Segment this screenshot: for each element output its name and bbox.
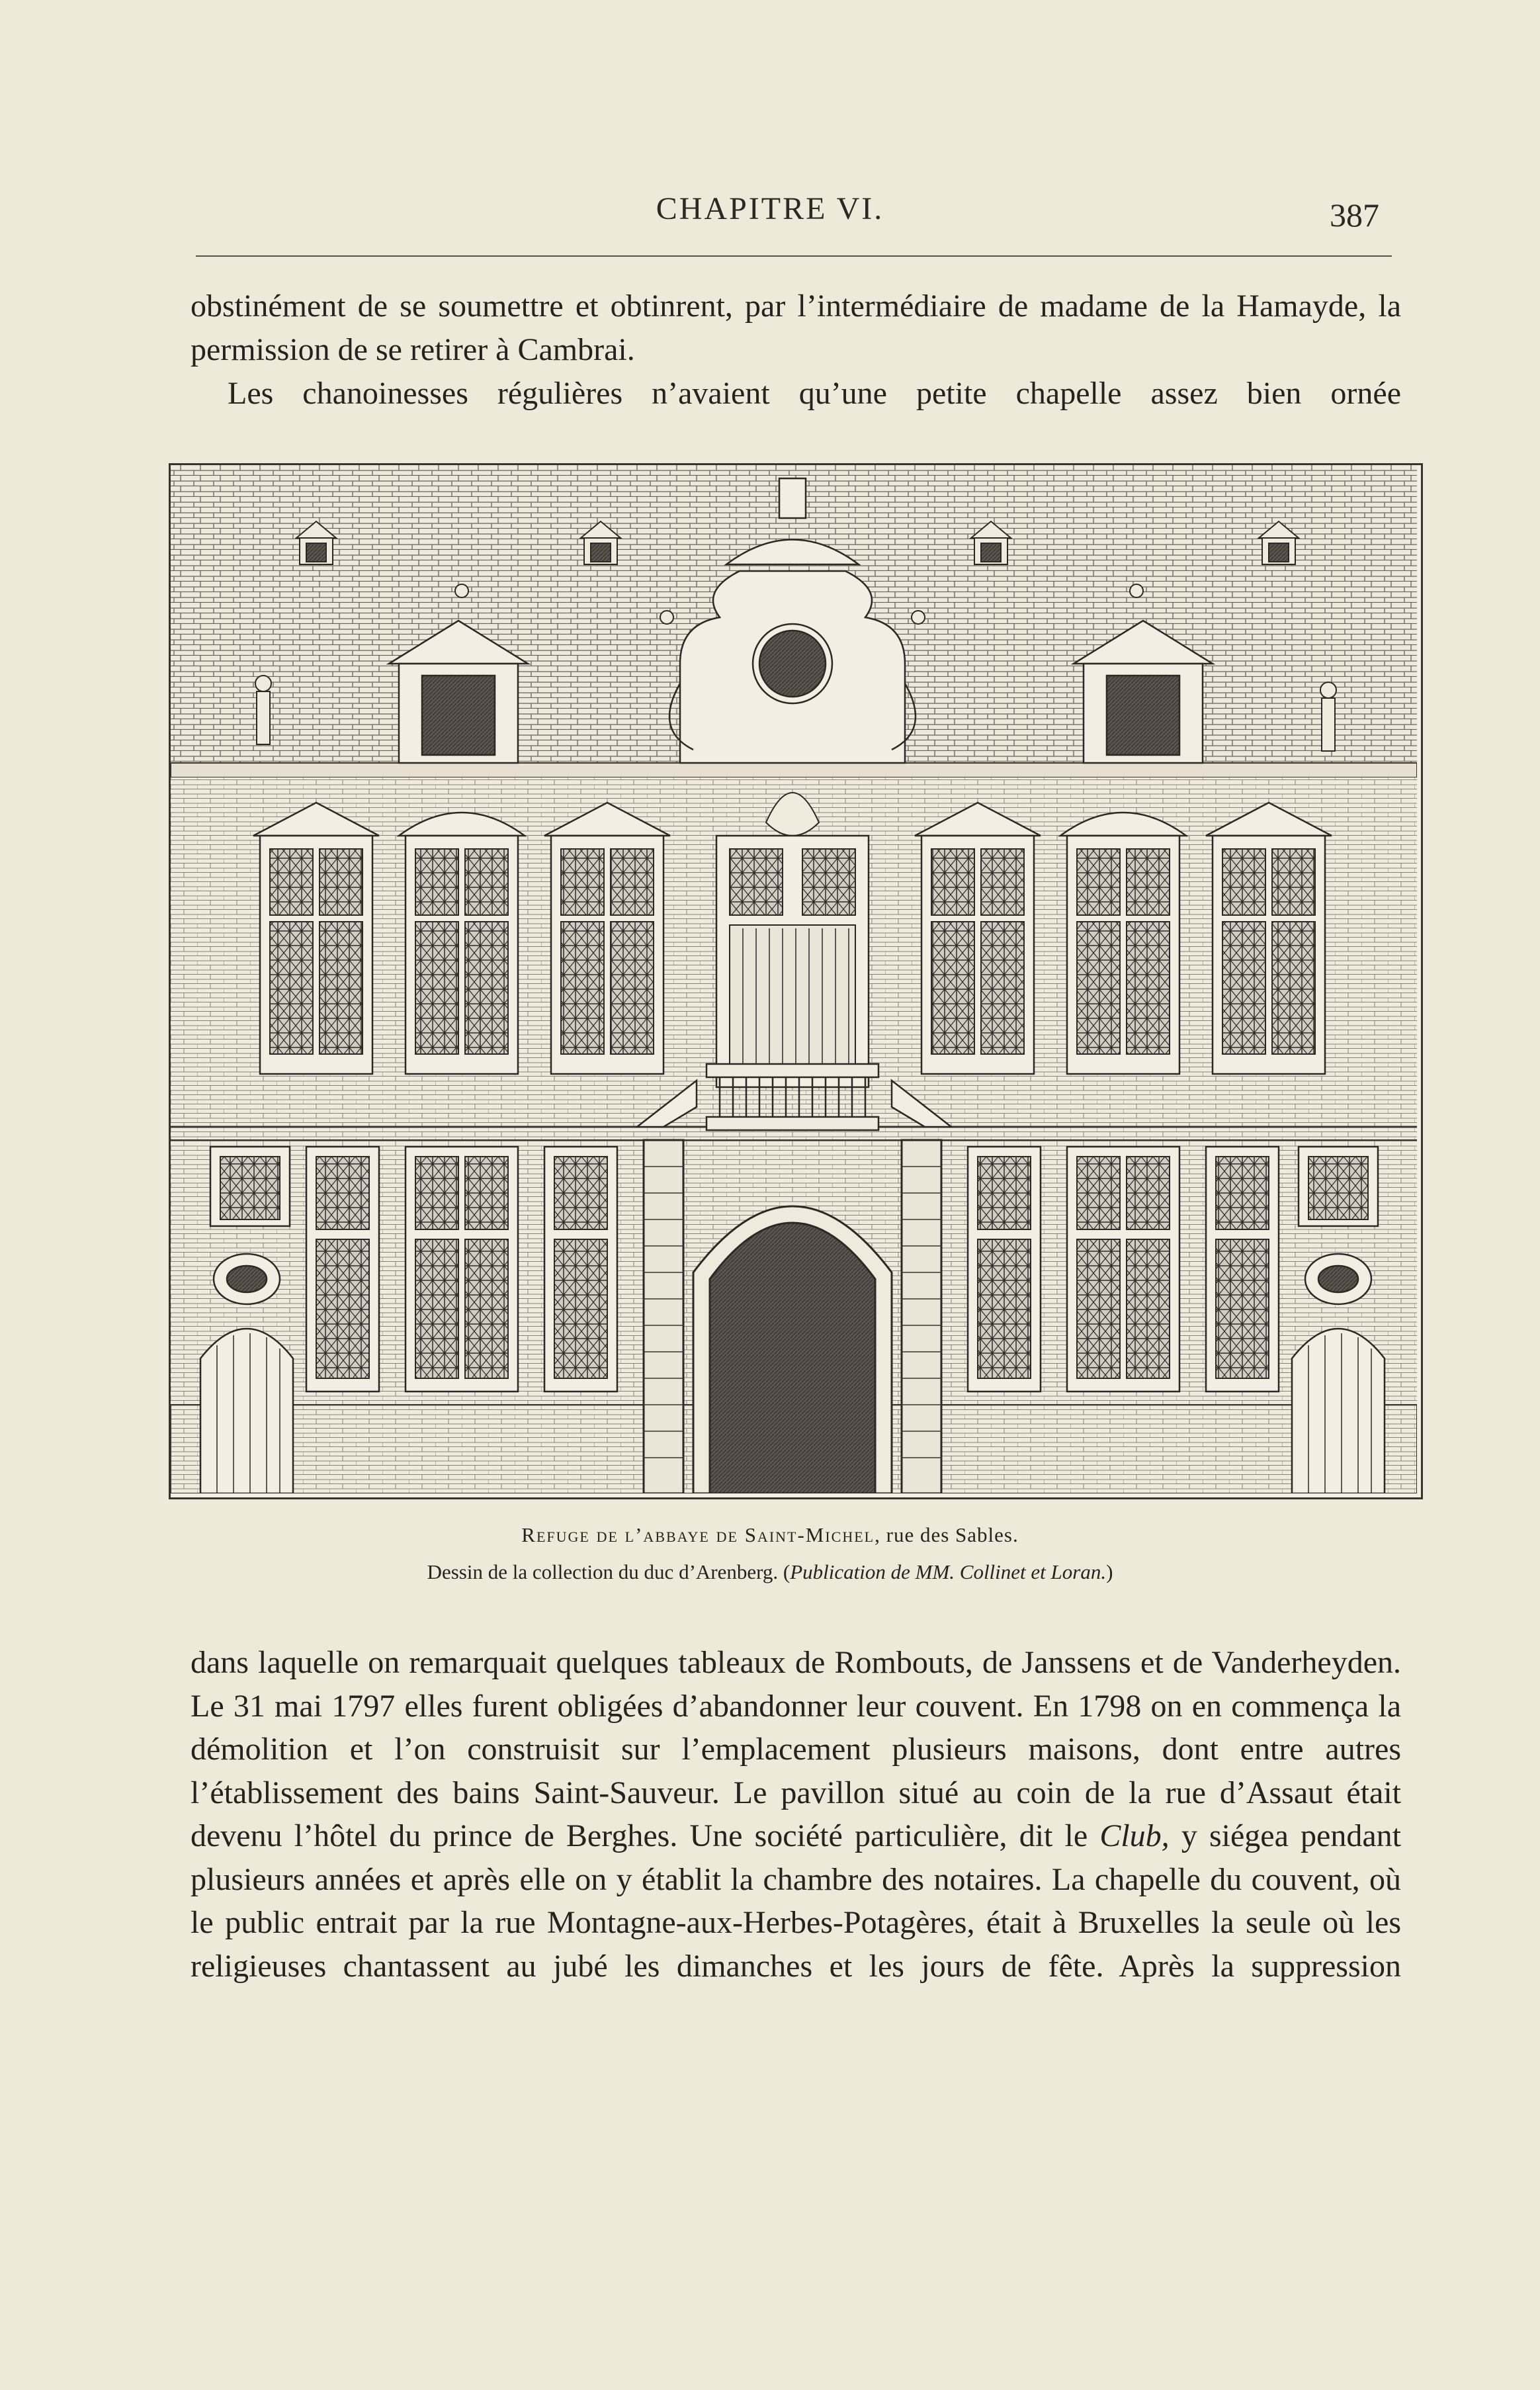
caption-title-smallcaps: Refuge de l’abbaye de Saint-Michel	[521, 1523, 875, 1546]
caption-source-close: )	[1106, 1560, 1113, 1583]
caption-source-plain: Dessin de la collection du duc d’Arenberg. (	[427, 1560, 791, 1583]
paragraph-bottom-part2: y siégea pendant plusieurs années et après elle on y établit la chambre des notaires. La chapelle du couvent, où le public entrait par la rue Montagne-aux-Herbes-Potagères, était à Bruxelles la seule où les religieuses chantassent au jubé les dimanches et les jours de fête. Après la suppression	[191, 1818, 1402, 1984]
header-rule	[196, 255, 1392, 257]
caption-title-rest: , rue des Sables.	[875, 1523, 1019, 1546]
facade-illustration	[169, 463, 1423, 1499]
figure-caption-title	[0, 1523, 1540, 1547]
paragraph-top-1: obstinément de se soumettre et obtinrent, par l’intermédiaire de madame de la Hamayde, la permission de se retirer à Cambrai.	[191, 288, 1401, 367]
running-title: CHAPITRE VI.	[656, 191, 884, 226]
paragraph-top-2: Les chanoinesses régulières n’avaient qu’une petite chapelle assez bien ornée	[228, 376, 1401, 411]
paragraph-bottom-part1: dans laquelle on remarquait quelques tableaux de Rombouts, de Janssens et de Vanderheyden. Le 31 mai 1797 elles furent obligées d’abandonner leur couvent. En 1798 on en commença la démolition et l’on construisit sur l’emplacement plusieurs maisons, dont entre autres l’établissement des bains Saint-Sauveur. Le pavillon situé au coin de la rue d’Assaut était devenu l’hôtel du prince de Berghes. Une société particulière, dit le	[191, 1645, 1401, 1853]
page-number: 387	[1330, 197, 1379, 234]
paragraph-bottom-club: Club,	[1099, 1818, 1170, 1853]
caption-source-italic: Publication de MM. Collinet et Loran.	[790, 1560, 1107, 1583]
paragraph-bottom	[191, 1641, 1401, 1988]
building-facade-icon	[171, 465, 1417, 1493]
figure-caption-source	[0, 1560, 1540, 1584]
